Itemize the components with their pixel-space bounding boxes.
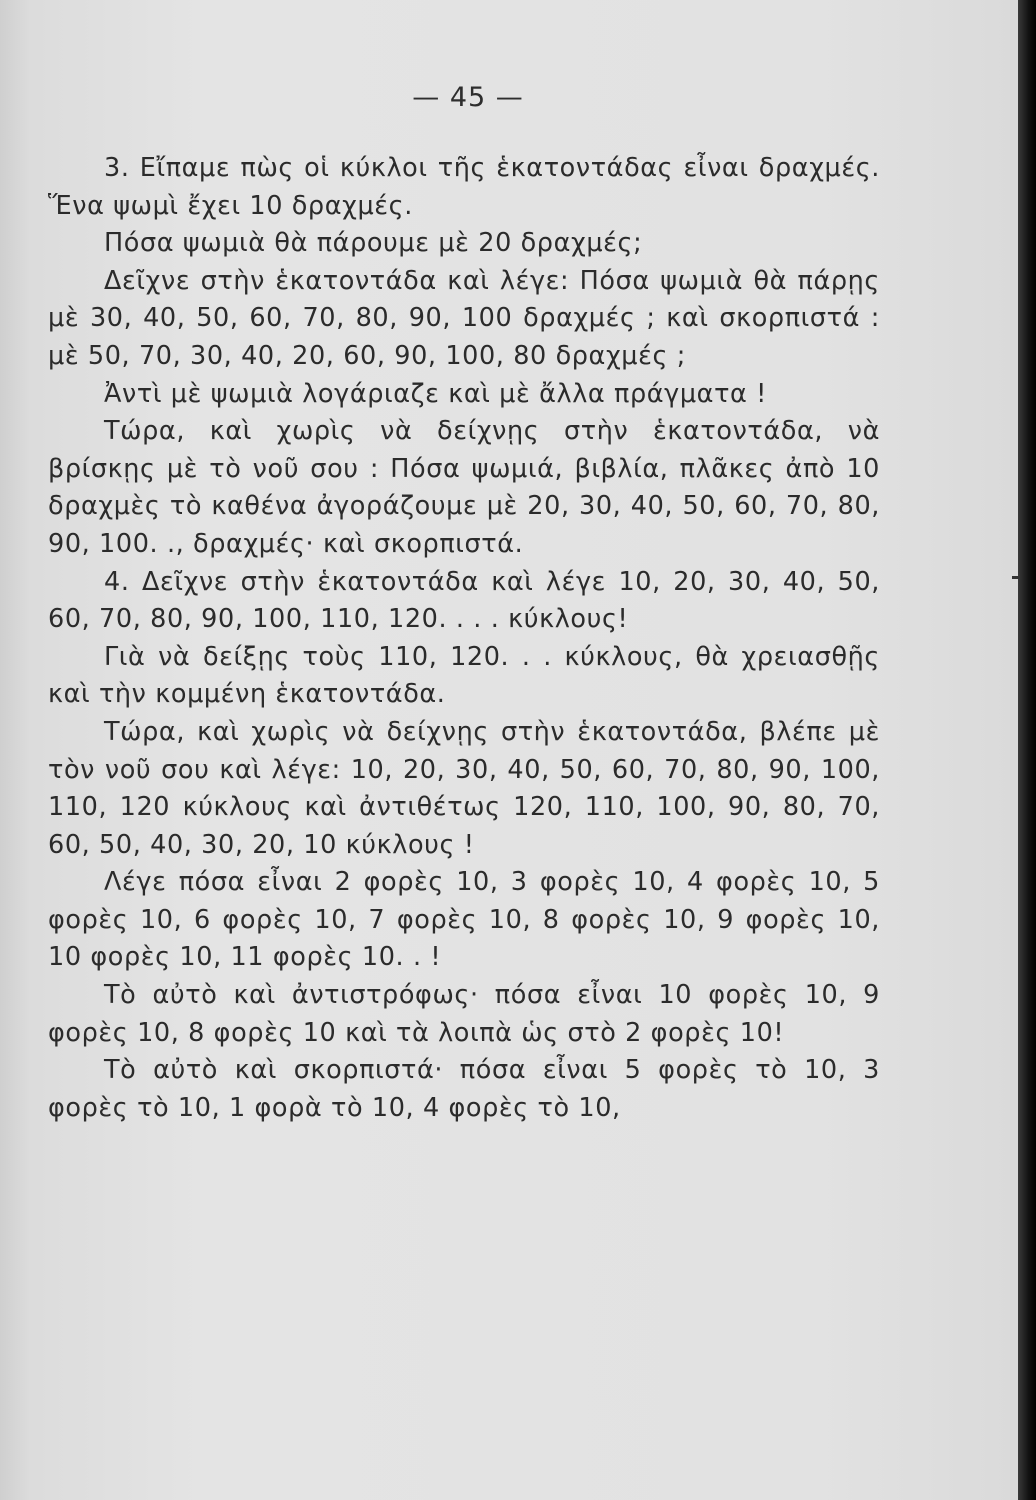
- paragraph-2: Πόσα ψωμιὰ θὰ πάρουμε μὲ 20 δραχμές;: [104, 228, 643, 259]
- paragraph-9: Λέγε πόσα εἶναι 2 φορὲς 10, 3 φορὲς 10, 4 φορὲς 10, 5 φορὲς 10, 6 φορὲς 10, 7 φορὲς 10, 8 φορὲς 10, 9 φορὲς 10, 10 φορὲς 10, 11 φορὲς 10. . !: [48, 867, 880, 973]
- page-edge-shadow: [1018, 0, 1036, 1500]
- paragraph-3: Δεῖχνε στὴν ἑκατοντάδα καὶ λέγε: Πόσα ψωμιὰ θὰ πάρῃς μὲ 30, 40, 50, 60, 70, 80, 90, 100 δραχμές ; καὶ σκορπιστά : μὲ 50, 70, 30, 40, 20, 60, 90, 100, 80 δραχμές ;: [48, 265, 880, 371]
- page-number: — 45 —: [412, 82, 524, 113]
- paragraph-7: Γιὰ νὰ δείξῃς τοὺς 110, 120. . . κύκλους, θὰ χρειασθῇς καὶ τὴν κομμένη ἑκατοντάδα.: [48, 641, 880, 710]
- paragraph-11: Τὸ αὐτὸ καὶ σκορπιστά· πόσα εἶναι 5 φορὲς τὸ 10, 3 φορὲς τὸ 10, 1 φορὰ τὸ 10, 4 φορὲς τὸ 10,: [48, 1055, 880, 1123]
- paragraph-10: Τὸ αὐτὸ καὶ ἀντιστρόφως· πόσα εἶναι 10 φορὲς 10, 9 φορὲς 10, 8 φορὲς 10 καὶ τὰ λοιπὰ ὡς στὸ 2 φορὲς 10!: [48, 980, 880, 1048]
- paragraph-6: 4. Δεῖχνε στὴν ἑκατοντάδα καὶ λέγε 10, 20, 30, 40, 50, 60, 70, 80, 90, 100, 110, 120. . . . κύκλους!: [48, 566, 880, 635]
- body-text: [48, 150, 880, 1127]
- paragraph-4: Ἀντὶ μὲ ψωμιὰ λογάριαζε καὶ μὲ ἄλλα πράγματα !: [104, 378, 767, 409]
- paragraph-1: 3. Εἴπαμε πὼς οἱ κύκλοι τῆς ἑκατοντάδας εἶναι δραχμές. Ἕνα ψωμὶ ἔχει 10 δραχμές.: [48, 153, 880, 221]
- paragraph-5: Τώρα, καὶ χωρὶς νὰ δείχνῃς στὴν ἑκατοντάδα, νὰ βρίσκῃς μὲ τὸ νοῦ σου : Πόσα ψωμιά, βιβλία, πλᾶκες ἀπὸ 10 δραχμὲς τὸ καθένα ἀγοράζουμε μὲ 20, 30, 40, 50, 60, 70, 80, 90, 100. ., δραχμές· καὶ σκορπιστά.: [48, 416, 880, 559]
- edge-tick-mark: [1012, 576, 1020, 579]
- paragraph-8: Τώρα, καὶ χωρὶς νὰ δείχνῃς στὴν ἑκατοντάδα, βλέπε μὲ τὸν νοῦ σου καὶ λέγε: 10, 20, 30, 40, 50, 60, 70, 80, 90, 100, 110, 120 κύκλους καὶ ἀντιθέτως 120, 110, 100, 90, 80, 70, 60, 50, 40, 30, 20, 10 κύκλους !: [48, 716, 880, 860]
